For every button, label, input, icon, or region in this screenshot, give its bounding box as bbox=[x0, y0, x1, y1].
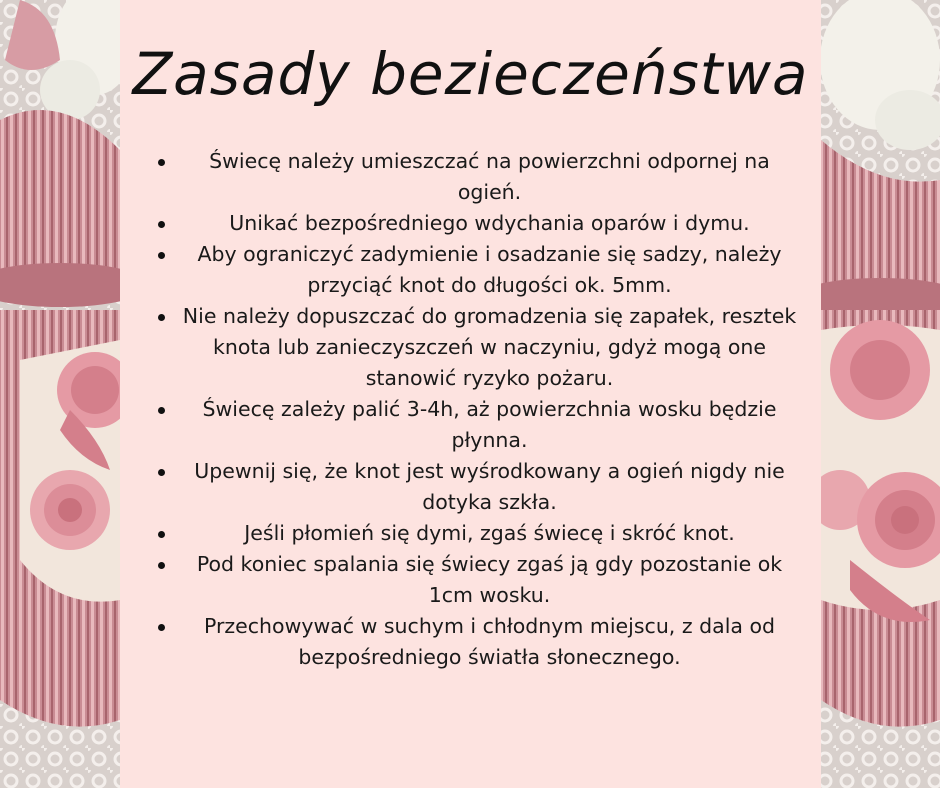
list-item bbox=[120, 239, 821, 301]
content-panel bbox=[120, 0, 821, 788]
bullet-dot-icon bbox=[158, 159, 165, 166]
bullet-dot-icon bbox=[158, 531, 165, 538]
rule-text: Nie należy dopuszczać do gromadzenia się zapałek, resztek knota lub zanieczyszczeń w naczyniu, gdyż mogą one stanowić ryzyko pożaru. bbox=[182, 304, 797, 390]
list-item bbox=[120, 549, 821, 611]
rule-text: Przechowywać w suchym i chłodnym miejscu, z dala od bezpośredniego światła słonecznego. bbox=[203, 614, 776, 669]
rule-text: Aby ograniczyć zadymienie i osadzanie się sadzy, należy przyciąć knot do długości ok. 5mm. bbox=[197, 242, 782, 297]
rule-text: Jeśli płomień się dymi, zgaś świecę i skróć knot. bbox=[244, 521, 735, 545]
list-item bbox=[120, 208, 821, 239]
rule-text: Unikać bezpośredniego wdychania oparów i dymu. bbox=[229, 211, 750, 235]
bullet-dot-icon bbox=[158, 469, 165, 476]
list-item bbox=[120, 301, 821, 394]
list-item bbox=[120, 611, 821, 673]
bullet-dot-icon bbox=[158, 407, 165, 414]
rule-text: Upewnij się, że knot jest wyśrodkowany a ogień nigdy nie dotyka szkła. bbox=[194, 459, 785, 514]
page-title: Zasady bezieczeństwa bbox=[132, 40, 809, 108]
bullet-dot-icon bbox=[158, 624, 165, 631]
list-item bbox=[120, 146, 821, 208]
list-item bbox=[120, 456, 821, 518]
bullet-dot-icon bbox=[158, 314, 165, 321]
bullet-dot-icon bbox=[158, 252, 165, 259]
rule-text: Pod koniec spalania się świecy zgaś ją gdy pozostanie ok 1cm wosku. bbox=[196, 552, 783, 607]
bullet-dot-icon bbox=[158, 562, 165, 569]
list-item bbox=[120, 518, 821, 549]
rule-text: Świecę zależy palić 3-4h, aż powierzchnia wosku będzie płynna. bbox=[202, 397, 777, 452]
list-item bbox=[120, 394, 821, 456]
rule-text: Świecę należy umieszczać na powierzchni odpornej na ogień. bbox=[209, 149, 770, 204]
safety-rules-list bbox=[120, 146, 821, 673]
bullet-dot-icon bbox=[158, 221, 165, 228]
